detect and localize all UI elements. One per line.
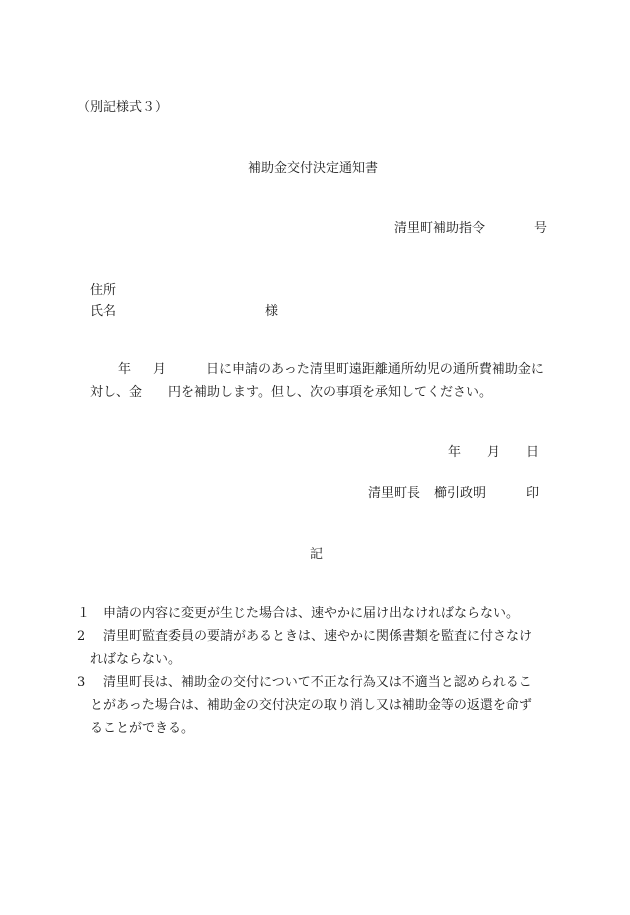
condition-number-3: 3	[77, 675, 86, 690]
condition-2-line-2: ればならない。	[90, 652, 182, 667]
condition-3-line-3: ることができる。	[90, 721, 195, 736]
body-text-1: 日に申請のあった清里町遠距離通所幼児の通所費補助金に	[206, 362, 544, 377]
condition-number-1: １	[77, 606, 91, 621]
reference-prefix: 清里町補助指令	[394, 221, 486, 236]
body-month: 月	[153, 362, 167, 377]
condition-3-line-2: とがあった場合は、補助金の交付決定の取り消し又は補助金等の返還を命ず	[90, 698, 532, 713]
body-year: 年	[118, 362, 132, 377]
reference-suffix: 号	[534, 221, 548, 236]
date-year: 年	[448, 445, 462, 460]
document-title: 補助金交付決定通知書	[248, 161, 379, 176]
body-text-2a: 対し、金	[90, 385, 143, 400]
form-label: （別記様式３）	[77, 100, 169, 115]
seal-mark: 印	[526, 486, 540, 501]
condition-number-2: 2	[77, 629, 86, 644]
body-line-2	[90, 386, 492, 399]
reference-number	[394, 222, 547, 235]
condition-1-line-1: 申請の内容に変更が生じた場合は、速やかに届け出なければならない。	[103, 606, 520, 621]
issuer-name: 櫛引政明	[434, 486, 487, 501]
condition-3-line-1: 清里町長は、補助金の交付について不正な行為又は不適当と認められるこ	[103, 675, 532, 690]
date-month: 月	[487, 445, 501, 460]
name-label: 氏名	[90, 304, 117, 319]
body-text-2b: 円を補助します。但し、次の事項を承知してください。	[168, 385, 492, 400]
issue-date	[448, 446, 539, 459]
issuer-line	[368, 487, 539, 500]
address-label: 住所	[90, 283, 117, 298]
honorific: 様	[265, 304, 279, 319]
ki-heading: 記	[310, 547, 324, 562]
date-day: 日	[526, 445, 540, 460]
body-line-1	[118, 363, 544, 376]
name-line	[90, 305, 278, 318]
issuer-title: 清里町長	[368, 486, 421, 501]
condition-2-line-1: 清里町監査委員の要請があるときは、速やかに関係書類を監査に付さなけ	[103, 629, 533, 644]
